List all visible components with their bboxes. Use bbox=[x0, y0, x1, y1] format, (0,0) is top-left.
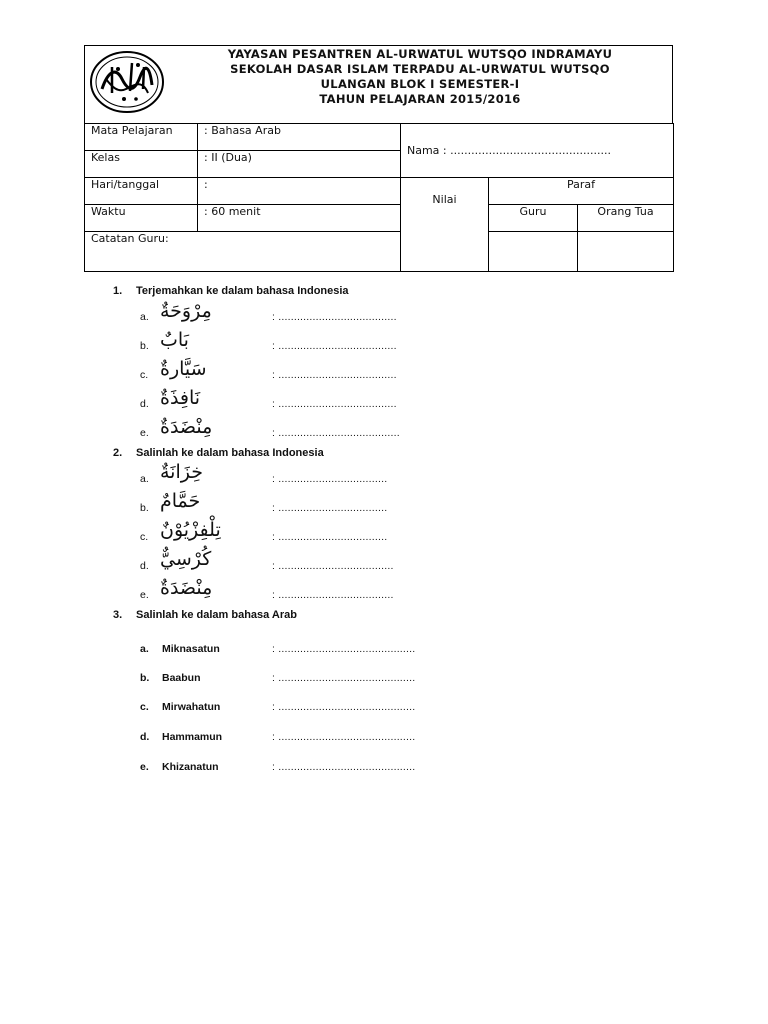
section-2-title: Salinlah ke dalam bahasa Indonesia bbox=[136, 447, 324, 459]
duration-label: Waktu bbox=[85, 205, 198, 232]
s3-e-word: Khizanatun bbox=[162, 761, 219, 773]
s2-b-arabic: حَمَّامٌ bbox=[160, 490, 201, 512]
s3-a-letter: a. bbox=[140, 643, 149, 655]
section-3-number: 3. bbox=[113, 609, 123, 621]
section-1-number: 1. bbox=[113, 285, 123, 297]
exam-title: ULANGAN BLOK I SEMESTER-I bbox=[320, 77, 520, 91]
s2-c-letter: c. bbox=[140, 531, 149, 543]
school-calligraphy-logo bbox=[88, 49, 166, 115]
date-value: : bbox=[198, 178, 401, 205]
s2-c-answer[interactable]: : ................................... bbox=[272, 531, 388, 543]
s1-e-arabic: مِنْضَدَةٌ bbox=[160, 416, 213, 438]
s2-b-answer[interactable]: : ................................... bbox=[272, 502, 388, 514]
s2-a-arabic: خِزَانَةٌ bbox=[160, 461, 203, 483]
s1-d-arabic: نَافِذَةٌ bbox=[160, 387, 201, 409]
s2-c-arabic: تِلْفِزْيُوْنٌ bbox=[160, 519, 221, 541]
s1-d-answer[interactable]: : ...................................... bbox=[272, 398, 397, 410]
s1-a-arabic: مِرْوَحَةٌ bbox=[160, 300, 212, 322]
s2-d-arabic: كُرْسِيٌّ bbox=[160, 548, 212, 570]
s1-a-answer[interactable]: : ...................................... bbox=[272, 311, 397, 323]
school-name: SEKOLAH DASAR ISLAM TERPADU AL-URWATUL WUTSQO bbox=[230, 62, 610, 76]
student-info-table bbox=[84, 123, 674, 272]
s1-b-arabic: بَابٌ bbox=[160, 329, 189, 351]
teacher-notes[interactable]: Catatan Guru: bbox=[85, 232, 401, 272]
s1-b-letter: b. bbox=[140, 340, 149, 352]
s3-b-word: Baabun bbox=[162, 672, 201, 684]
academic-year: TAHUN PELAJARAN 2015/2016 bbox=[319, 92, 521, 106]
s2-e-letter: e. bbox=[140, 589, 149, 601]
s2-e-answer[interactable]: : ..................................... bbox=[272, 589, 394, 601]
parent-signature-label: Orang Tua bbox=[578, 205, 674, 232]
section-1-title: Terjemahkan ke dalam bahasa Indonesia bbox=[136, 285, 349, 297]
s3-a-answer[interactable]: : ............................................ bbox=[272, 643, 416, 655]
s1-c-letter: c. bbox=[140, 369, 149, 381]
s1-c-arabic: سَيَّارةٌ bbox=[160, 358, 207, 380]
teacher-signature-box[interactable] bbox=[489, 232, 578, 272]
s3-c-letter: c. bbox=[140, 701, 149, 713]
s1-a-letter: a. bbox=[140, 311, 149, 323]
s2-a-answer[interactable]: : ................................... bbox=[272, 473, 388, 485]
section-2-number: 2. bbox=[113, 447, 123, 459]
s2-a-letter: a. bbox=[140, 473, 149, 485]
s1-e-answer[interactable]: : ....................................... bbox=[272, 427, 400, 439]
signature-header: Paraf bbox=[489, 178, 674, 205]
s3-e-letter: e. bbox=[140, 761, 149, 773]
s3-c-word: Mirwahatun bbox=[162, 701, 221, 713]
s2-e-arabic: مِنْضَدَةٌ bbox=[160, 577, 213, 599]
s2-d-answer[interactable]: : ..................................... bbox=[272, 560, 394, 572]
s3-b-answer[interactable]: : ............................................ bbox=[272, 672, 416, 684]
class-value: : II (Dua) bbox=[198, 151, 401, 178]
s1-c-answer[interactable]: : ...................................... bbox=[272, 369, 397, 381]
s1-b-answer[interactable]: : ...................................... bbox=[272, 340, 397, 352]
name-field[interactable]: Nama : .............................................. bbox=[401, 124, 674, 178]
score-cell: Nilai bbox=[401, 178, 489, 272]
s3-c-answer[interactable]: : ............................................ bbox=[272, 701, 416, 713]
section-3-title: Salinlah ke dalam bahasa Arab bbox=[136, 609, 297, 621]
s3-e-answer[interactable]: : ............................................ bbox=[272, 761, 416, 773]
subject-label: Mata Pelajaran bbox=[85, 124, 198, 151]
s3-d-answer[interactable]: : ............................................ bbox=[272, 731, 416, 743]
s3-d-word: Hammamun bbox=[162, 731, 223, 743]
class-label: Kelas bbox=[85, 151, 198, 178]
teacher-signature-label: Guru bbox=[489, 205, 578, 232]
date-label: Hari/tanggal bbox=[85, 178, 198, 205]
s2-b-letter: b. bbox=[140, 502, 149, 514]
subject-value: : Bahasa Arab bbox=[198, 124, 401, 151]
s3-b-letter: b. bbox=[140, 672, 150, 684]
s2-d-letter: d. bbox=[140, 560, 149, 572]
s1-e-letter: e. bbox=[140, 427, 149, 439]
parent-signature-box[interactable] bbox=[578, 232, 674, 272]
s3-a-word: Miknasatun bbox=[162, 643, 220, 655]
foundation-name: YAYASAN PESANTREN AL-URWATUL WUTSQO INDRAMAYU bbox=[227, 47, 613, 61]
s3-d-letter: d. bbox=[140, 731, 150, 743]
s1-d-letter: d. bbox=[140, 398, 149, 410]
duration-value: : 60 menit bbox=[198, 205, 401, 232]
